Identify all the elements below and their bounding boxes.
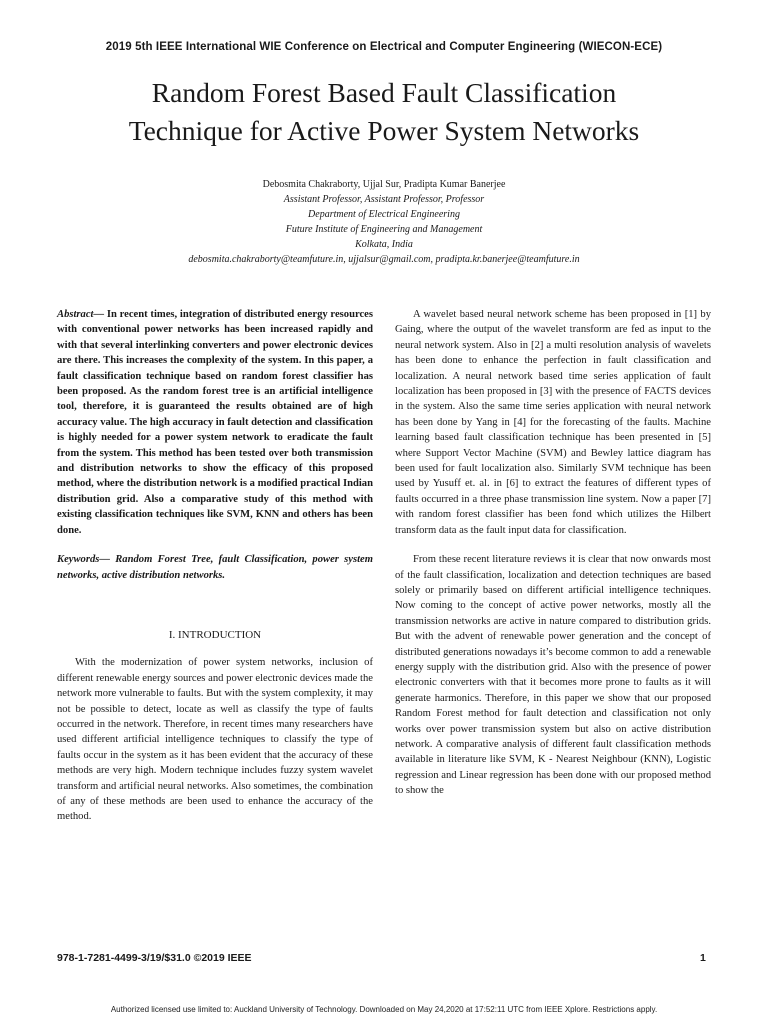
right-paragraph-1: A wavelet based neural network scheme has been proposed in [1] by Gaing, where the output of the wavelet transform are fed as input to the neural network system. Also in [2] a multi resolution analysis of wavelets has been done to enhance the perfection in fault classification and localization. A neural network based time series application of fault localization has been proposed in [3] with the presence of FACTS devices in the system. Also the same time series application with neural network has been done by Yang in [4] for the forecasting of the faults. Machine learning based fault classification technique has been presented in [5] where Support Vector Machine (SVM) and Bewley lattice diagram has been used for fault localization also. Similarly SVM technique has been used by Yusuff et. al. in [6] to extract the features of different types of faults occurred in a three phase transmission line system. Now a paper [7] with random forest classifier has been fond which utilizes the Hilbert transform data as the fault input data for classification. bbox=[395, 309, 711, 536]
section-heading-introduction: I. INTRODUCTION bbox=[168, 628, 262, 641]
left-column bbox=[57, 307, 373, 825]
intro-paragraph-1: With the modernization of power system networks, inclusion of different renewable energy sources and power electronic devices made the network more vulnerable to faults. But with the system complexity, it may not be possible to detect, locate as well as classify the type of faults occurred in the network. Therefore, in recent times many researchers have used different artificial intelligence techniques to classify the type of faults occur in the system as it has been evident that the accuracy of these methods are very high. Modern technique includes fuzzy system wavelet transform and artificial neural networks. Also sometimes, the combination of any of these methods are been used to enhance the accuracy of the method. bbox=[57, 657, 373, 823]
keywords bbox=[57, 552, 373, 583]
keywords-text: Random Forest Tree, fault Classification, power system networks, active distribution networks. bbox=[57, 554, 373, 581]
author-location: Kolkata, India bbox=[355, 239, 413, 250]
author-department: Department of Electrical Engineering bbox=[308, 209, 460, 220]
paper-title-line-1: Random Forest Based Fault Classification bbox=[151, 77, 617, 108]
author-block bbox=[0, 177, 768, 267]
page-number: 1 bbox=[700, 952, 706, 964]
abstract-label: Abstract— bbox=[57, 309, 105, 320]
author-emails: debosmita.chakraborty@teamfuture.in, ujjalsur@gmail.com, pradipta.kr.banerjee@teamfuture.in bbox=[188, 254, 580, 265]
license-notice: Authorized licensed use limited to: Auckland University of Technology. Downloaded on May 24,2020 at 17:52:11 UTC from IEEE Xplore. Restrictions apply. bbox=[110, 1005, 658, 1014]
paper-title bbox=[0, 74, 768, 150]
author-institute: Future Institute of Engineering and Management bbox=[285, 224, 483, 235]
keywords-label: Keywords— bbox=[57, 554, 110, 566]
right-column bbox=[395, 307, 711, 799]
abstract bbox=[57, 307, 373, 538]
right-paragraph-2: From these recent literature reviews it is clear that now onwards most of the fault classification, localization and detection techniques are based solely or primarily based on different artificial intelligence techniques. Now coming to the concept of active power networks, mostly all the transmission networks are active in nature compared to distribution grids. But with the advent of renewable power generation and the concept of distributed generations nowadays it’s become common to add a renewable energy supply with the distribution grid. Also with the presence of power electronic converters with that it becomes more prone to faults as it will generate harmonics. Therefore, in this paper we show that our proposed Random Forest method for fault detection and classification not only works over power transmission system but also on active distribution network. A comparative analysis of different fault classification methods available in literature like SVM, K - Nearest Neighbour (KNN), Logistic regression and Linear regression has been done with our proposed method to show the bbox=[395, 554, 711, 797]
abstract-text: In recent times, integration of distributed energy resources with conventional power networks has been increased rapidly and with that several interlinking converters and power electronic devices are there. This increases the complexity of the system. In this paper, a fault classification technique based on random forest classifier has been proposed. As the random forest tree is an artificial intelligence tool, therefore, it is guaranteed the results obtained are of high accuracy value. The high accuracy in fault detection and classification is highly needed for a power system network to eradicate the fault from the system. This method has been tested over both transmission and distribution networks to show the efficacy of this proposed method, where the distribution network is a modified practical Indian distribution grid. Also a comparative study of this method with existing classification techniques like SVM, KNN and others has been done. bbox=[57, 309, 373, 536]
conference-header: 2019 5th IEEE International WIE Conference on Electrical and Computer Engineering (WIECON-ECE) bbox=[105, 41, 663, 53]
paper-title-line-2: Technique for Active Power System Networks bbox=[128, 115, 640, 146]
author-positions: Assistant Professor, Assistant Professor, Professor bbox=[283, 194, 485, 205]
author-names: Debosmita Chakraborty, Ujjal Sur, Pradipta Kumar Banerjee bbox=[262, 179, 506, 190]
footer-isbn: 978-1-7281-4499-3/19/$31.0 ©2019 IEEE bbox=[57, 952, 252, 964]
